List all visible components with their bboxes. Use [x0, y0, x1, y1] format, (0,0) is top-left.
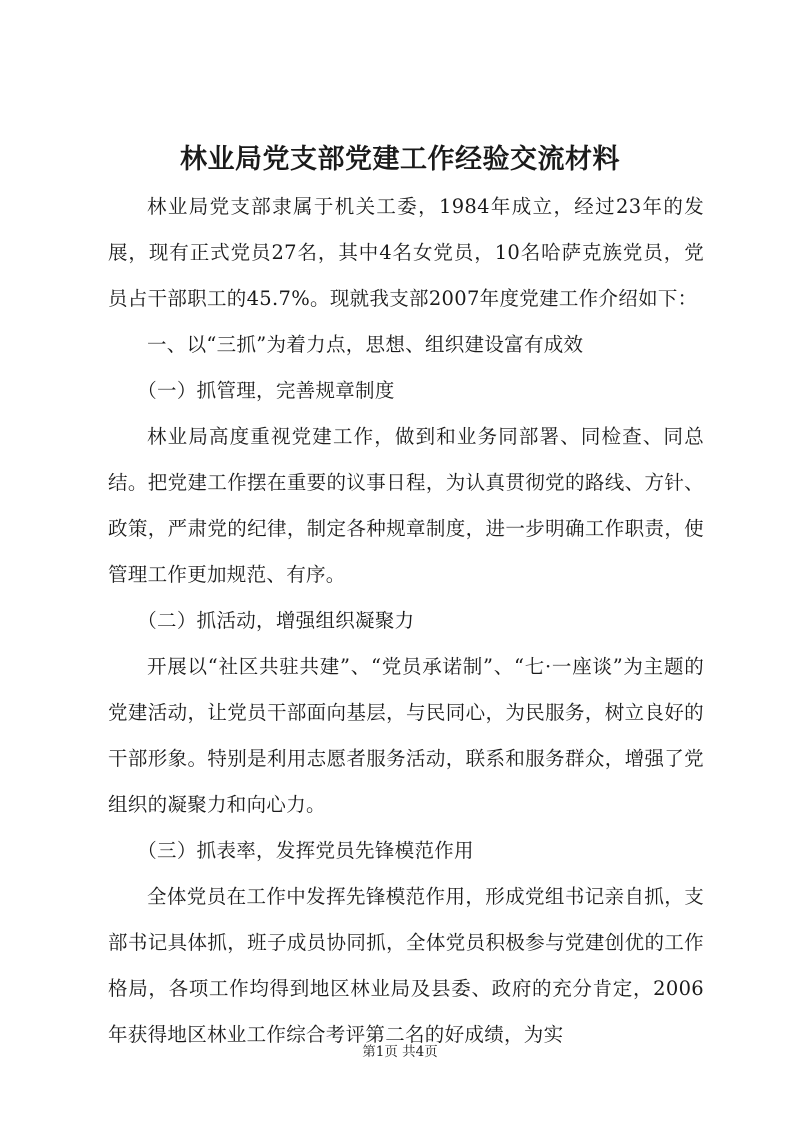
page-footer: 第1页 共4页: [362, 1044, 438, 1060]
document-body: [108, 184, 704, 1058]
subsection-heading-3: （三）抓表率，发挥党员先锋模范作用: [137, 839, 474, 862]
document-title: 林业局党支部党建工作经验交流材料: [180, 144, 620, 175]
paragraph-activities: 开展以“社区共驻共建”、“党员承诺制”、“七·一座谈”为主题的党建活动，让党员干部面向基层，与民同心，为民服务，树立良好的干部形象。特别是利用志愿者服务活动，联系和服务群众，增强了党组织的凝聚力和向心力。: [108, 655, 704, 816]
paragraph-exemplar: 全体党员在工作中发挥先锋模范作用，形成党组书记亲自抓，支部书记具体抓，班子成员协同抓，全体党员积极参与党建创优的工作格局，各项工作均得到地区林业局及县委、政府的充分肯定，2006年获得地区林业工作综合考评第二名的好成绩，为实: [108, 885, 704, 1046]
section-heading-1: 一、以“三抓”为着力点，思想、组织建设富有成效: [147, 333, 584, 356]
subsection-heading-1: （一）抓管理，完善规章制度: [137, 379, 395, 402]
paragraph-management: 林业局高度重视党建工作，做到和业务同部署、同检查、同总结。把党建工作摆在重要的议事日程，为认真贯彻党的路线、方针、政策，严肃党的纪律，制定各种规章制度，进一步明确工作职责，使管理工作更加规范、有序。: [108, 425, 704, 586]
intro-paragraph: 林业局党支部隶属于机关工委，1984年成立，经过23年的发展，现有正式党员27名，其中4名女党员，10名哈萨克族党员，党员占干部职工的45.7%。现就我支部2007年度党建工作介绍如下：: [108, 195, 704, 310]
subsection-heading-2: （二）抓活动，增强组织凝聚力: [137, 609, 415, 632]
